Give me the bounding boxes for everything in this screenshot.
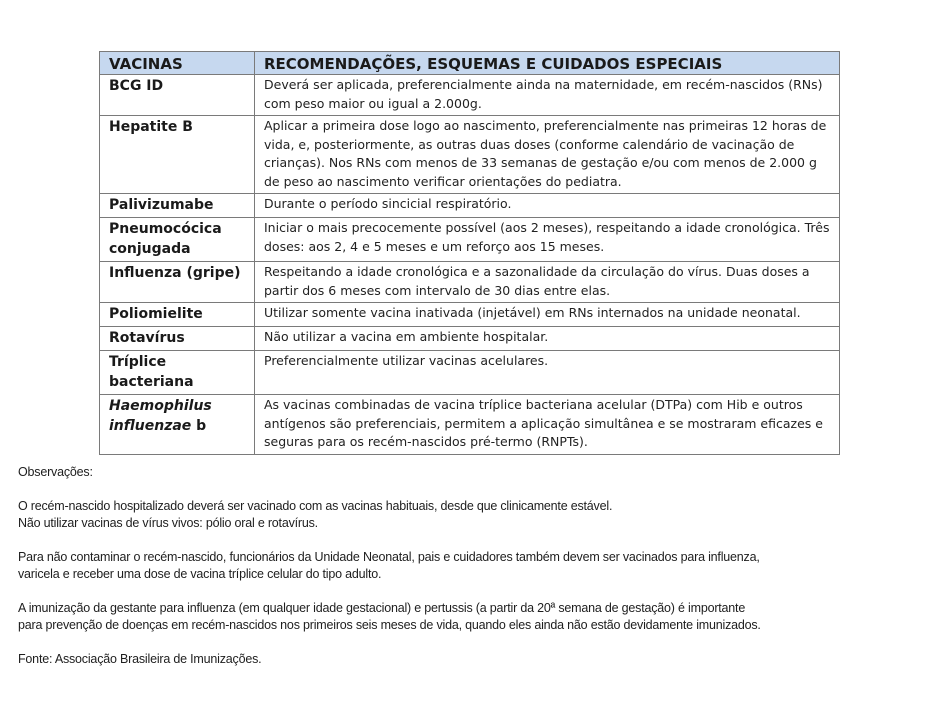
table-row xyxy=(100,395,840,455)
vaccine-recommendation: Durante o período sincicial respiratório. xyxy=(255,194,840,218)
note-line: para prevenção de doenças em recém-nascidos nos primeiros seis meses de vida, quando eles ainda não estão devidamente imunizados. xyxy=(18,618,761,632)
vaccine-name xyxy=(100,395,255,455)
header-vaccines: VACINAS xyxy=(100,52,255,75)
note-line: Para não contaminar o recém-nascido, funcionários da Unidade Neonatal, pais e cuidadores também devem ser vacinados para influenza, xyxy=(18,550,760,564)
vaccine-recommendation: Deverá ser aplicada, preferencialmente ainda na maternidade, em recém-nascidos (RNs) com peso maior ou igual a 2.000g. xyxy=(255,75,840,116)
note-line: varicela e receber uma dose de vacina tríplice celular do tipo adulto. xyxy=(18,567,382,581)
vaccine-name: BCG ID xyxy=(100,75,255,116)
vaccine-recommendation: As vacinas combinadas de vacina tríplice bacteriana acelular (DTPa) com Hib e outros antígenos são preferenciais, permitem a aplicação simultânea e se mostraram eficazes e seguras para os recém-nascidos pré-termo (RNPTs). xyxy=(255,395,840,455)
vaccine-name: Rotavírus xyxy=(100,327,255,351)
table-row xyxy=(100,327,840,351)
table-row xyxy=(100,262,840,303)
table-row xyxy=(100,116,840,194)
source-line: Fonte: Associação Brasileira de Imunizações. xyxy=(18,652,262,666)
note-line: Não utilizar vacinas de vírus vivos: pólio oral e rotavírus. xyxy=(18,516,318,530)
table-row xyxy=(100,303,840,327)
table-row xyxy=(100,194,840,218)
vaccine-recommendation: Respeitando a idade cronológica e a sazonalidade da circulação do vírus. Duas doses a partir dos 6 meses com intervalo de 30 dias entre elas. xyxy=(255,262,840,303)
vaccine-name: Hepatite B xyxy=(100,116,255,194)
table-row xyxy=(100,218,840,262)
observations xyxy=(18,464,918,668)
note-line: A imunização da gestante para influenza (em qualquer idade gestacional) e pertussis (a partir da 20ª semana de gestação) é importante xyxy=(18,601,746,615)
vaccine-recommendation: Utilizar somente vacina inativada (injetável) em RNs internados na unidade neonatal. xyxy=(255,303,840,327)
vaccine-name: Poliomielite xyxy=(100,303,255,327)
vaccine-recommendation: Aplicar a primeira dose logo ao nascimento, preferencialmente nas primeiras 12 horas de vida, e, posteriormente, as outras duas doses (conforme calendário de vacinação de crianças). Nos RNs com menos de 33 semanas de gestação e/ou com menos de 2.000 g de peso ao nascimento verificar orientações do pediatra. xyxy=(255,116,840,194)
table-row xyxy=(100,75,840,116)
vaccine-table xyxy=(99,51,840,455)
vaccine-recommendation: Não utilizar a vacina em ambiente hospitalar. xyxy=(255,327,840,351)
vaccine-recommendation: Preferencialmente utilizar vacinas acelulares. xyxy=(255,351,840,395)
vaccine-name-italic: Haemophilus influenzae xyxy=(109,398,212,434)
vaccine-name-suffix: b xyxy=(191,418,207,434)
note-line: O recém-nascido hospitalizado deverá ser vacinado com as vacinas habituais, desde que clinicamente estável. xyxy=(18,499,613,513)
observations-heading: Observações: xyxy=(18,465,93,479)
vaccine-name: Tríplice bacteriana xyxy=(100,351,255,395)
table-header-row xyxy=(100,52,840,75)
vaccine-name: Pneumocócica conjugada xyxy=(100,218,255,262)
header-recommendations: RECOMENDAÇÕES, ESQUEMAS E CUIDADOS ESPECIAIS xyxy=(255,52,840,75)
table-row xyxy=(100,351,840,395)
vaccine-name: Palivizumabe xyxy=(100,194,255,218)
vaccine-recommendation: Iniciar o mais precocemente possível (aos 2 meses), respeitando a idade cronológica. Três doses: aos 2, 4 e 5 meses e um reforço aos 15 meses. xyxy=(255,218,840,262)
vaccine-name: Influenza (gripe) xyxy=(100,262,255,303)
